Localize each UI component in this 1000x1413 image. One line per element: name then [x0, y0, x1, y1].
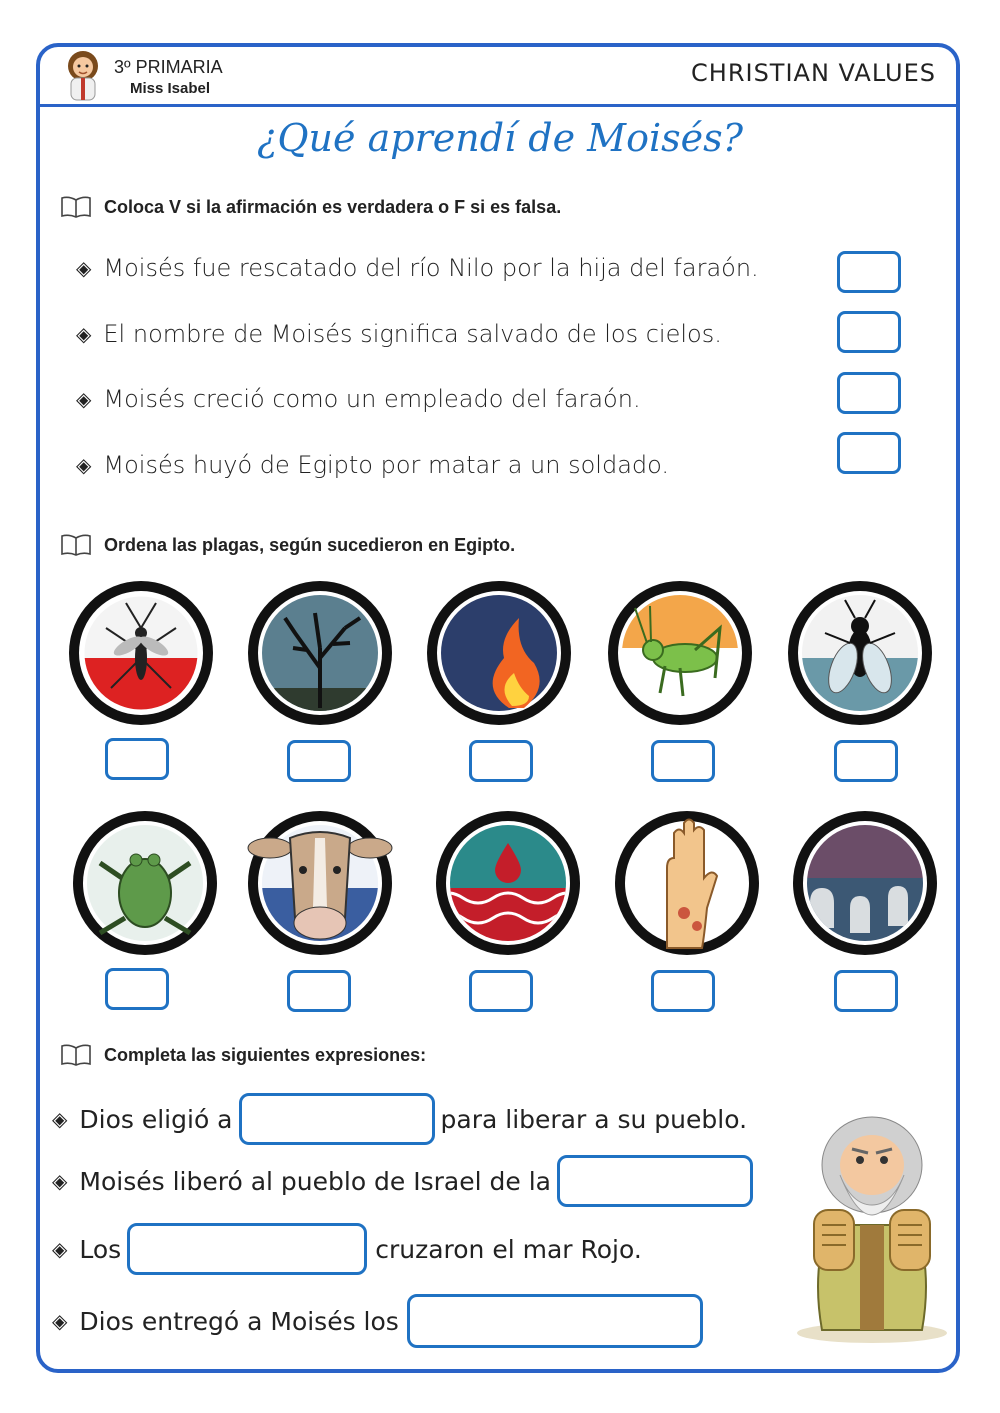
statement-row [76, 385, 641, 413]
bullet-icon: ◈ [76, 387, 92, 411]
open-book-icon [60, 1044, 92, 1066]
bullet-icon: ◈ [76, 453, 92, 477]
statement-text: Moisés fue rescatado del río Nilo por la hija del faraón. [103, 254, 759, 282]
true-false-answer-box[interactable] [837, 251, 901, 293]
plague-order-box[interactable] [287, 970, 351, 1012]
true-false-answer-box[interactable] [837, 432, 901, 474]
fill-sentence-row [52, 1093, 747, 1145]
bullet-icon: ◈ [76, 322, 92, 346]
teacher-name: Miss Isabel [130, 80, 211, 97]
statement-row [76, 254, 759, 282]
boil-hand-icon [612, 808, 762, 958]
statement-text: Moisés huyó de Egipto por matar a un soldado. [103, 451, 670, 479]
plague-order-box[interactable] [834, 740, 898, 782]
subject-label: CHRISTIAN VALUES [691, 59, 936, 87]
plague-order-box[interactable] [834, 970, 898, 1012]
jesus-avatar-icon [62, 50, 104, 102]
statement-text: El nombre de Moisés significa salvado de los cielos. [103, 320, 722, 348]
fly-icon [785, 578, 935, 728]
true-false-answer-box[interactable] [837, 311, 901, 353]
sentence-before: Moisés liberó al pueblo de Israel de la [79, 1166, 551, 1196]
section1-instruction: Coloca V si la afirmación es verdadera o F si es falsa . [60, 196, 561, 218]
hail-fire-icon [424, 578, 574, 728]
sentence-after: para liberar a su pueblo. [440, 1104, 748, 1134]
fill-sentence-row [52, 1294, 711, 1348]
bullet-icon: ◈ [52, 1107, 68, 1131]
sentence-before: Los [79, 1234, 122, 1264]
header-divider [40, 104, 960, 107]
statement-text: Moisés creció como un empleado del faraón. [103, 385, 641, 413]
fill-sentence-row [52, 1223, 642, 1275]
plague-order-box[interactable] [651, 970, 715, 1012]
section3-instruction-text: Completa las siguientes expresiones: [104, 1044, 427, 1065]
section1-instruction-text: Coloca V si la afirmación es verdadera o F si es falsa [104, 196, 557, 217]
grade-label: 3º PRIMARIA [114, 57, 223, 77]
section2-instruction-text: Ordena las plagas, según sucedieron en Egipto. [104, 534, 516, 555]
blood-water-icon [433, 808, 583, 958]
dark-tree-icon [245, 578, 395, 728]
moses-illustration [782, 1105, 962, 1345]
page-title: ¿Qué aprendí de Moisés? [257, 116, 743, 160]
statement-row [76, 320, 722, 348]
plague-order-box[interactable] [469, 740, 533, 782]
sentence-before: Dios entregó a Moisés los [79, 1306, 399, 1336]
sentence-before: Dios eligió a [79, 1104, 233, 1134]
sentence-after: cruzaron el mar Rojo. [375, 1234, 642, 1264]
section3-instruction [60, 1044, 426, 1066]
plague-order-box[interactable] [105, 738, 169, 780]
plague-order-box[interactable] [287, 740, 351, 782]
bullet-icon: ◈ [76, 256, 92, 280]
open-book-icon [60, 196, 92, 218]
bullet-icon: ◈ [52, 1237, 68, 1261]
section2-instruction [60, 534, 515, 556]
tombstones-icon [790, 808, 940, 958]
plague-order-box[interactable] [105, 968, 169, 1010]
plague-order-box[interactable] [651, 740, 715, 782]
mosquito-icon [66, 578, 216, 728]
open-book-icon [60, 534, 92, 556]
bullet-icon: ◈ [52, 1309, 68, 1333]
fill-blank-input[interactable] [127, 1223, 367, 1275]
statement-row [76, 451, 669, 479]
bullet-icon: ◈ [52, 1169, 68, 1193]
true-false-answer-box[interactable] [837, 372, 901, 414]
frog-icon [70, 808, 220, 958]
locust-icon [605, 578, 755, 728]
fill-blank-input[interactable] [557, 1155, 753, 1207]
plague-order-box[interactable] [469, 970, 533, 1012]
fill-blank-input[interactable] [407, 1294, 703, 1348]
fill-blank-input[interactable] [239, 1093, 435, 1145]
fill-sentence-row [52, 1155, 759, 1207]
cow-icon [245, 808, 395, 958]
